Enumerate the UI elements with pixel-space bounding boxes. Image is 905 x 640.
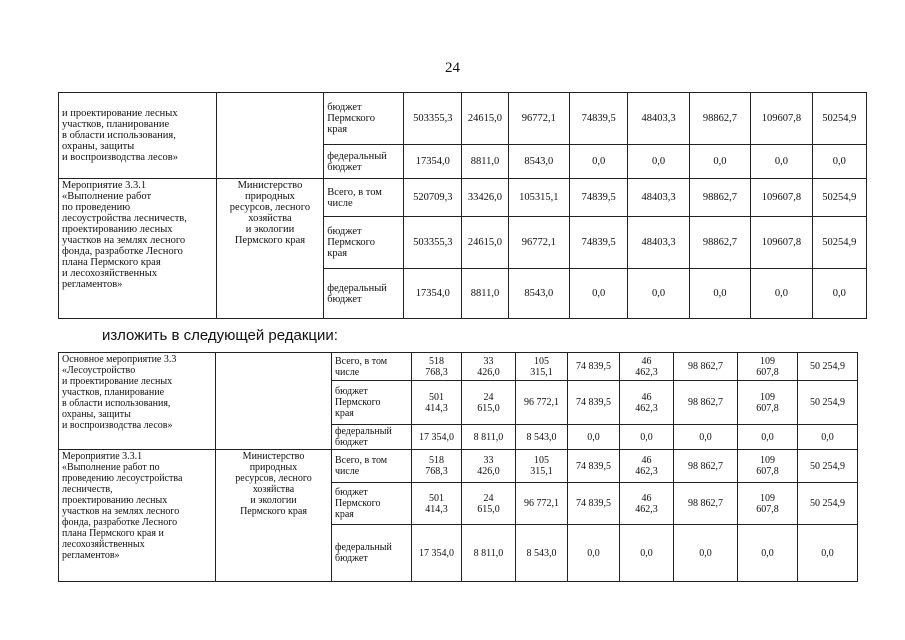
value-cell: 518 768,3 xyxy=(412,353,462,381)
value-cell: 74 839,5 xyxy=(568,353,620,381)
value-cell: 0,0 xyxy=(674,425,738,450)
value-cell: 0,0 xyxy=(751,269,812,319)
value-cell: 109 607,8 xyxy=(738,483,798,525)
value-cell: 0,0 xyxy=(620,425,674,450)
value-cell: 109607,8 xyxy=(751,217,812,269)
value-cell: 96772,1 xyxy=(508,217,569,269)
value-cell: 98 862,7 xyxy=(674,381,738,425)
value-cell: 105 315,1 xyxy=(516,353,568,381)
value-cell: 50 254,9 xyxy=(798,353,858,381)
value-cell: 0,0 xyxy=(568,525,620,582)
value-cell: 74839,5 xyxy=(569,93,627,145)
value-cell: 33 426,0 xyxy=(462,353,516,381)
funding-source: Всего, в том числе xyxy=(324,179,404,217)
value-cell: 74839,5 xyxy=(569,217,627,269)
value-cell: 74 839,5 xyxy=(568,483,620,525)
funding-source: федеральный бюджет xyxy=(332,425,412,450)
value-cell: 48403,3 xyxy=(628,217,689,269)
value-cell: 46 462,3 xyxy=(620,483,674,525)
old-edition-table xyxy=(58,92,867,319)
value-cell: 48403,3 xyxy=(628,179,689,217)
value-cell: 520709,3 xyxy=(404,179,462,217)
value-cell: 501 414,3 xyxy=(412,381,462,425)
value-cell: 0,0 xyxy=(569,269,627,319)
value-cell: 48403,3 xyxy=(628,93,689,145)
value-cell: 8543,0 xyxy=(508,269,569,319)
value-cell: 50 254,9 xyxy=(798,483,858,525)
value-cell: 501 414,3 xyxy=(412,483,462,525)
value-cell: 17354,0 xyxy=(404,145,462,179)
funding-source: бюджет Пермского края xyxy=(324,93,404,145)
value-cell: 17 354,0 xyxy=(412,425,462,450)
value-cell: 0,0 xyxy=(628,269,689,319)
funding-source: бюджет Пермского края xyxy=(332,483,412,525)
value-cell: 518 768,3 xyxy=(412,450,462,483)
value-cell: 17 354,0 xyxy=(412,525,462,582)
amendment-instruction: изложить в следующей редакции: xyxy=(102,327,338,344)
value-cell: 98 862,7 xyxy=(674,353,738,381)
value-cell: 109 607,8 xyxy=(738,450,798,483)
value-cell: 503355,3 xyxy=(404,217,462,269)
value-cell: 0,0 xyxy=(620,525,674,582)
value-cell: 105315,1 xyxy=(508,179,569,217)
value-cell: 74 839,5 xyxy=(568,450,620,483)
funding-source: бюджет Пермского края xyxy=(332,381,412,425)
value-cell: 24 615,0 xyxy=(462,483,516,525)
new-edition-table xyxy=(58,352,858,582)
table-row xyxy=(59,450,858,483)
value-cell: 8 543,0 xyxy=(516,525,568,582)
value-cell: 0,0 xyxy=(568,425,620,450)
value-cell: 0,0 xyxy=(751,145,812,179)
organization-cell: Министерство природных ресурсов, лесного хозяйства и экологии Пермского края xyxy=(216,179,324,319)
value-cell: 50 254,9 xyxy=(798,381,858,425)
value-cell: 46 462,3 xyxy=(620,381,674,425)
value-cell: 109607,8 xyxy=(751,93,812,145)
funding-source: Всего, в том числе xyxy=(332,353,412,381)
value-cell: 50 254,9 xyxy=(798,450,858,483)
value-cell: 46 462,3 xyxy=(620,450,674,483)
value-cell: 17354,0 xyxy=(404,269,462,319)
value-cell: 0,0 xyxy=(569,145,627,179)
activity-description: и проектирование лесных участков, планирование в области использования, охраны, защиты и воспроизводства лесов» xyxy=(59,93,217,179)
value-cell: 98862,7 xyxy=(689,217,750,269)
value-cell: 24615,0 xyxy=(462,93,508,145)
value-cell: 98862,7 xyxy=(689,179,750,217)
page-number: 24 xyxy=(445,60,460,76)
value-cell: 0,0 xyxy=(738,525,798,582)
value-cell: 105 315,1 xyxy=(516,450,568,483)
value-cell: 0,0 xyxy=(689,145,750,179)
value-cell: 0,0 xyxy=(738,425,798,450)
value-cell: 98 862,7 xyxy=(674,483,738,525)
value-cell: 96 772,1 xyxy=(516,381,568,425)
value-cell: 46 462,3 xyxy=(620,353,674,381)
activity-description: Основное мероприятие 3.3 «Лесоустройство и проектирование лесных участков, планирование в области использования, охраны, защиты и воспроизводства лесов» xyxy=(59,353,216,450)
organization-cell: Министерство природных ресурсов, лесного хозяйства и экологии Пермского края xyxy=(216,450,332,582)
organization-cell xyxy=(216,93,324,179)
value-cell: 109 607,8 xyxy=(738,381,798,425)
value-cell: 96 772,1 xyxy=(516,483,568,525)
activity-description: Мероприятие 3.3.1 «Выполнение работ по проведению лесоустройства лесничеств, проектированию лесных участков на землях лесного фонда, разработке Лесного плана Пермского края и лесохозяйственных регламентов» xyxy=(59,179,217,319)
value-cell: 0,0 xyxy=(812,145,866,179)
value-cell: 109 607,8 xyxy=(738,353,798,381)
value-cell: 8 543,0 xyxy=(516,425,568,450)
funding-source: федеральный бюджет xyxy=(324,269,404,319)
value-cell: 503355,3 xyxy=(404,93,462,145)
value-cell: 74 839,5 xyxy=(568,381,620,425)
organization-cell xyxy=(216,353,332,450)
value-cell: 24 615,0 xyxy=(462,381,516,425)
value-cell: 8543,0 xyxy=(508,145,569,179)
value-cell: 24615,0 xyxy=(462,217,508,269)
value-cell: 50254,9 xyxy=(812,179,866,217)
funding-source: бюджет Пермского края xyxy=(324,217,404,269)
value-cell: 109607,8 xyxy=(751,179,812,217)
value-cell: 98 862,7 xyxy=(674,450,738,483)
value-cell: 33426,0 xyxy=(462,179,508,217)
value-cell: 33 426,0 xyxy=(462,450,516,483)
value-cell: 50254,9 xyxy=(812,217,866,269)
value-cell: 74839,5 xyxy=(569,179,627,217)
activity-description: Мероприятие 3.3.1 «Выполнение работ по проведению лесоустройства лесничеств, проектированию лесных участков на землях лесного фонда, разработке Лесного плана Пермского края и лесохозяйственных регламентов» xyxy=(59,450,216,582)
value-cell: 8 811,0 xyxy=(462,425,516,450)
value-cell: 8811,0 xyxy=(462,269,508,319)
value-cell: 0,0 xyxy=(674,525,738,582)
value-cell: 50254,9 xyxy=(812,93,866,145)
table-row xyxy=(59,93,867,145)
funding-source: Всего, в том числе xyxy=(332,450,412,483)
value-cell: 96772,1 xyxy=(508,93,569,145)
funding-source: федеральный бюджет xyxy=(332,525,412,582)
value-cell: 8 811,0 xyxy=(462,525,516,582)
value-cell: 0,0 xyxy=(798,425,858,450)
value-cell: 0,0 xyxy=(628,145,689,179)
value-cell: 0,0 xyxy=(812,269,866,319)
value-cell: 8811,0 xyxy=(462,145,508,179)
table-row xyxy=(59,179,867,217)
table-row xyxy=(59,353,858,381)
value-cell: 0,0 xyxy=(798,525,858,582)
value-cell: 0,0 xyxy=(689,269,750,319)
funding-source: федеральный бюджет xyxy=(324,145,404,179)
value-cell: 98862,7 xyxy=(689,93,750,145)
